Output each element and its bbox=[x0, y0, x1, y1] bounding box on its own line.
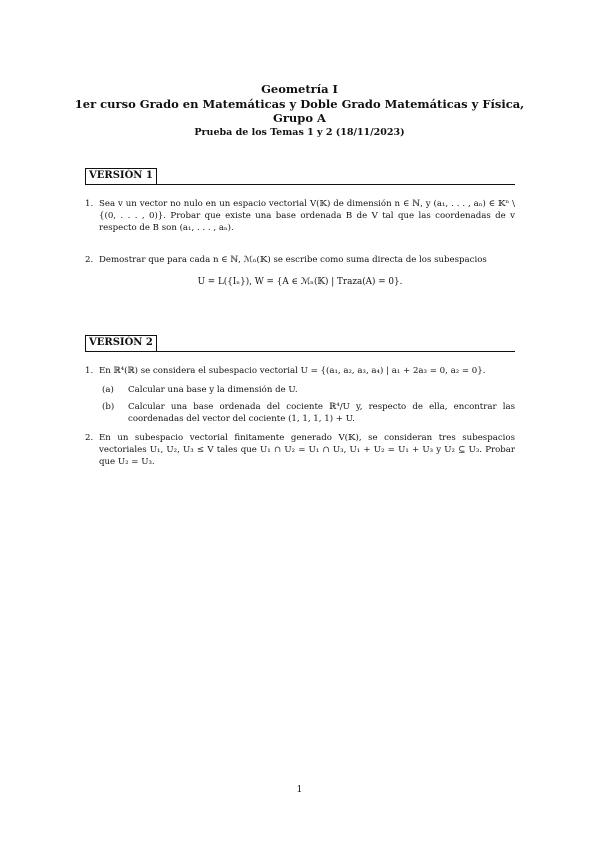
question-text: En ℝ⁴(ℝ) se considera el subespacio vectorial U = {(a₁, a₂, a₃, a₄) | a₁ + 2a₃ = 0, a₂ = 0}. bbox=[99, 366, 486, 376]
part-label: (a) bbox=[102, 385, 114, 395]
question-number: 2. bbox=[85, 433, 94, 443]
question-text: Sea v un vector no nulo en un espacio vectorial V(𝕂) de dimensión n ∈ ℕ, y (a₁, . . . , aₙ) ∈ 𝕂ⁿ \ {(0, . . . , 0)}. Probar que existe una base ordenada B de V tal que las coordenadas de v respecto de B son (a₁, . . . , aₙ). bbox=[99, 199, 515, 233]
version-2-rule bbox=[85, 351, 515, 352]
v2-q1-part-a bbox=[102, 384, 515, 398]
version-1-heading: VERSIÓN 1 bbox=[85, 168, 157, 185]
v1-question-2 bbox=[85, 254, 515, 268]
course-group: Grupo A bbox=[273, 111, 326, 125]
question-text: Demostrar que para cada n ∈ ℕ, ℳₙ(𝕂) se escribe como suma directa de los subespacios bbox=[99, 255, 487, 265]
version-1-rule bbox=[85, 184, 515, 185]
course-title: Geometría I bbox=[261, 82, 338, 96]
question-number: 2. bbox=[85, 255, 94, 265]
v2-q1-part-b bbox=[102, 401, 515, 427]
v2-question-2 bbox=[85, 432, 515, 467]
question-number: 1. bbox=[85, 199, 94, 209]
v1-q2-formula: U = L({Iₙ}), W = {A ∈ ℳₙ(𝕂) | Traza(A) = 0}. bbox=[197, 277, 403, 287]
version-2-heading: VERSIÓN 2 bbox=[85, 335, 157, 352]
page-number: 1 bbox=[296, 785, 303, 795]
question-number: 1. bbox=[85, 366, 94, 376]
part-text: Calcular una base ordenada del cociente ℝ⁴/U y, respecto de ella, encontrar las coordenadas del vector del cociente (1, 1, 1, 1) + U. bbox=[128, 402, 515, 424]
part-text: Calcular una base y la dimensión de U. bbox=[128, 385, 298, 395]
v1-question-1 bbox=[85, 198, 515, 238]
question-text: En un subespacio vectorial finitamente generado V(𝕂), se consideran tres subespacios vectoriales U₁, U₂, U₃ ≤ V tales que U₁ ∩ U₂ = U₁ ∩ U₃, U₁ + U₂ = U₁ + U₃ y U₂ ⊆ U₃. Probar que U₂ = U₃. bbox=[99, 433, 515, 467]
exam-header bbox=[60, 82, 539, 139]
exam-subtitle: Prueba de los Temas 1 y 2 (18/11/2023) bbox=[194, 126, 405, 138]
part-label: (b) bbox=[102, 402, 115, 412]
course-degree: 1er curso Grado en Matemáticas y Doble Grado Matemáticas y Física, bbox=[74, 96, 525, 111]
v2-question-1 bbox=[85, 365, 515, 379]
